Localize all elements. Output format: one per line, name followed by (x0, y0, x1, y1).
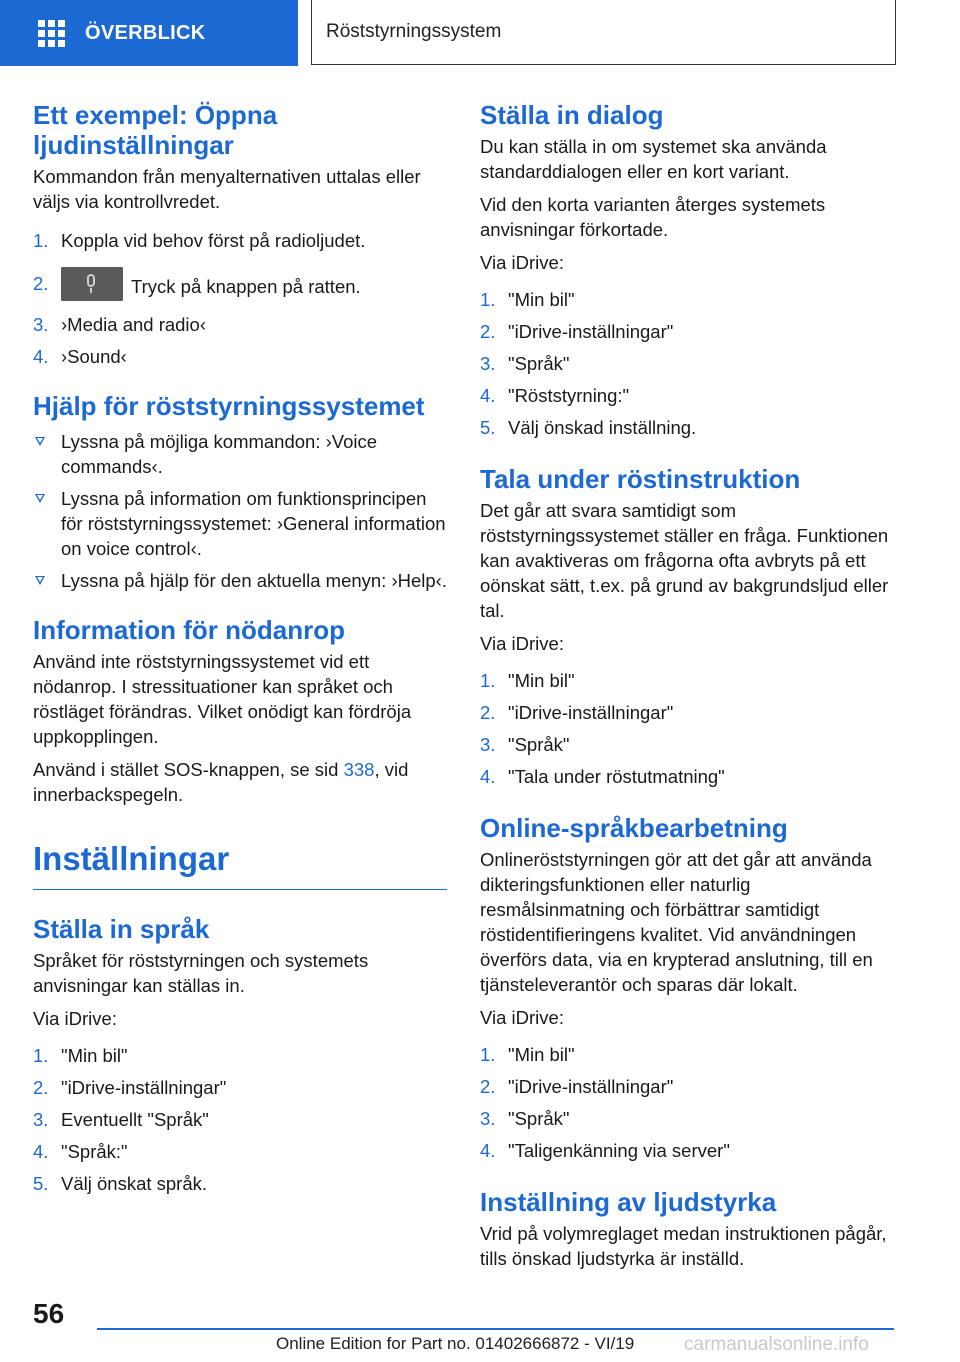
example-text: Kommandon från menyalternativen uttalas eller väljs via kontrollvredet. (33, 166, 421, 212)
example-steps (33, 228, 447, 369)
language-steps (33, 1043, 447, 1196)
section-title-tab[interactable] (311, 0, 896, 65)
right-column (480, 100, 894, 1279)
settings-heading: Inställningar (33, 839, 447, 890)
list-item (480, 764, 894, 789)
online-steps (480, 1042, 894, 1163)
help-list (33, 429, 447, 593)
speak-via: Via iDrive: (480, 633, 564, 654)
step-number: 4. (33, 346, 49, 367)
step-number: 3. (33, 1109, 49, 1130)
help-heading: Hjälp för röststyrningssystemet (33, 391, 425, 421)
list-item (480, 415, 894, 440)
online-text: Onlineröststyrningen gör att det går att använda dikteringsfunktionen eller naturlig resmålsinmatning och förbättrar samtidigt röstidentifieringens kvalitet. Vid användningen överförs data, via en krypterad anslutning, till en tjänsteleverantör och sparas där lokalt. (480, 849, 873, 995)
step-number: 1. (33, 1045, 49, 1066)
list-item (480, 1042, 894, 1067)
step-text: "Tala under röstutmatning" (508, 766, 725, 787)
list-item (33, 271, 447, 305)
left-column (33, 100, 447, 1208)
step-text: ›Sound‹ (61, 346, 127, 367)
step-number: 2. (33, 273, 49, 294)
step-number: 3. (480, 1108, 496, 1129)
step-number: 2. (480, 1076, 496, 1097)
speak-text: Det går att svara samtidigt som röststyrningssystemet ställer en fråga. Funktionen kan avaktiveras om frågorna ofta avbryts på ett oönskat sätt, t.ex. på grund av bakgrundsljud eller tal. (480, 500, 889, 621)
dialog-text-1: Du kan ställa in om systemet ska använda standarddialogen eller en kort variant. (480, 136, 827, 182)
step-text: "Min bil" (508, 670, 575, 691)
step-text: "Röststyrning:" (508, 385, 630, 406)
step-number: 3. (480, 734, 496, 755)
list-item (33, 486, 447, 561)
step-number: 2. (480, 702, 496, 723)
step-text: "iDrive-inställningar" (61, 1077, 227, 1098)
grid-menu-icon (38, 20, 66, 46)
watermark: carmanualsonline.info (684, 1334, 869, 1355)
step-text: "iDrive-inställningar" (508, 321, 674, 342)
step-number: 1. (480, 670, 496, 691)
list-item (480, 383, 894, 408)
dialog-steps (480, 287, 894, 440)
step-text: "Språk:" (61, 1141, 128, 1162)
step-number: 5. (480, 417, 496, 438)
step-text: "iDrive-inställningar" (508, 1076, 674, 1097)
bullet-text: Lyssna på möjliga kommandon: ›Voice commands‹. (61, 431, 378, 477)
step-text: Välj önskad inställning. (508, 417, 697, 438)
language-text: Språket för röststyrningen och systemets anvisningar kan ställas in. (33, 950, 369, 996)
step-text: "Min bil" (508, 1044, 575, 1065)
step-text: ›Media and radio‹ (61, 314, 206, 335)
list-item (33, 1043, 447, 1068)
list-item (480, 1074, 894, 1099)
list-item (480, 319, 894, 344)
step-number: 2. (480, 321, 496, 342)
dialog-via: Via iDrive: (480, 252, 564, 273)
step-text: "Taligenkänning via server" (508, 1140, 730, 1161)
step-text: Eventuellt "Språk" (61, 1109, 209, 1130)
bullet-triangle-icon (35, 494, 45, 503)
step-number: 4. (33, 1141, 49, 1162)
step-number: 4. (480, 1140, 496, 1161)
footer-divider (97, 1328, 894, 1330)
edition-text: Online Edition for Part no. 01402666872 - VI/19 (276, 1334, 635, 1353)
list-item (480, 1106, 894, 1131)
step-text: Välj önskat språk. (61, 1173, 208, 1194)
bullet-triangle-icon (35, 437, 45, 446)
speak-steps (480, 668, 894, 789)
language-heading: Ställa in språk (33, 914, 210, 944)
list-item (33, 429, 447, 479)
page-link[interactable]: 338 (343, 759, 375, 780)
speak-heading: Tala under röstinstruktion (480, 464, 801, 494)
step-number: 1. (480, 1044, 496, 1065)
step-number: 4. (480, 385, 496, 406)
step-text: "iDrive-inställningar" (508, 702, 674, 723)
emergency-heading: Information för nödanrop (33, 615, 345, 645)
volume-text: Vrid på volymreglaget medan instruktionen pågår, tills önskad ljudstyrka är inställd. (480, 1223, 887, 1269)
section-title: Röststyrningssystem (326, 21, 502, 42)
online-via: Via iDrive: (480, 1007, 564, 1028)
list-item (480, 287, 894, 312)
dialog-heading: Ställa in dialog (480, 100, 664, 130)
step-text: Tryck på knappen på ratten. (131, 275, 361, 297)
bullet-triangle-icon (35, 576, 45, 585)
list-item (33, 568, 447, 593)
sos-text-after: , vid innerbackspegeln. (33, 759, 409, 805)
list-item (33, 1107, 447, 1132)
overview-label: ÖVERBLICK (85, 21, 206, 44)
bullet-text: Lyssna på hjälp för den aktuella menyn: ›Help‹. (61, 570, 447, 591)
overview-tab[interactable] (0, 0, 298, 66)
step-number: 5. (33, 1173, 49, 1194)
dialog-text-2: Vid den korta varianten återges systemets anvisningar förkortade. (480, 194, 826, 240)
page-number: 56 (33, 1298, 65, 1329)
step-text: "Min bil" (61, 1045, 128, 1066)
bullet-text: Lyssna på information om funktionsprincipen för röststyrningssystemet: ›General information on voice control‹. (61, 488, 446, 559)
list-item (480, 668, 894, 693)
step-number: 3. (480, 353, 496, 374)
example-heading: Ett exempel: Öppna ljudinställningar (33, 100, 278, 160)
list-item (33, 1171, 447, 1196)
list-item (33, 1139, 447, 1164)
step-number: 1. (480, 289, 496, 310)
step-number: 1. (33, 230, 49, 251)
emergency-sos-text (33, 757, 447, 807)
step-text: Koppla vid behov först på radioljudet. (61, 230, 366, 251)
page-header (0, 0, 960, 66)
step-text: "Min bil" (508, 289, 575, 310)
list-item (480, 700, 894, 725)
emergency-text: Använd inte röststyrningssystemet vid ett nödanrop. I stressituationer kan språket och röstläget förändras. Vilket onödigt kan fördröja uppkopplingen. (33, 651, 412, 747)
microphone-icon (87, 274, 95, 287)
list-item (480, 351, 894, 376)
step-number: 3. (33, 314, 49, 335)
step-text: "Språk" (508, 1108, 570, 1129)
step-number: 2. (33, 1077, 49, 1098)
list-item (480, 1138, 894, 1163)
sos-text-before: Använd i stället SOS-knappen, se sid (33, 759, 344, 780)
list-item (33, 1075, 447, 1100)
online-heading: Online-språkbearbetning (480, 813, 788, 843)
list-item (33, 344, 447, 369)
step-text: "Språk" (508, 353, 570, 374)
step-text: "Språk" (508, 734, 570, 755)
list-item (33, 312, 447, 337)
microphone-button (61, 267, 123, 301)
list-item (480, 732, 894, 757)
step-number: 4. (480, 766, 496, 787)
volume-heading: Inställning av ljudstyrka (480, 1187, 777, 1217)
language-via: Via iDrive: (33, 1008, 117, 1029)
list-item (33, 228, 447, 253)
